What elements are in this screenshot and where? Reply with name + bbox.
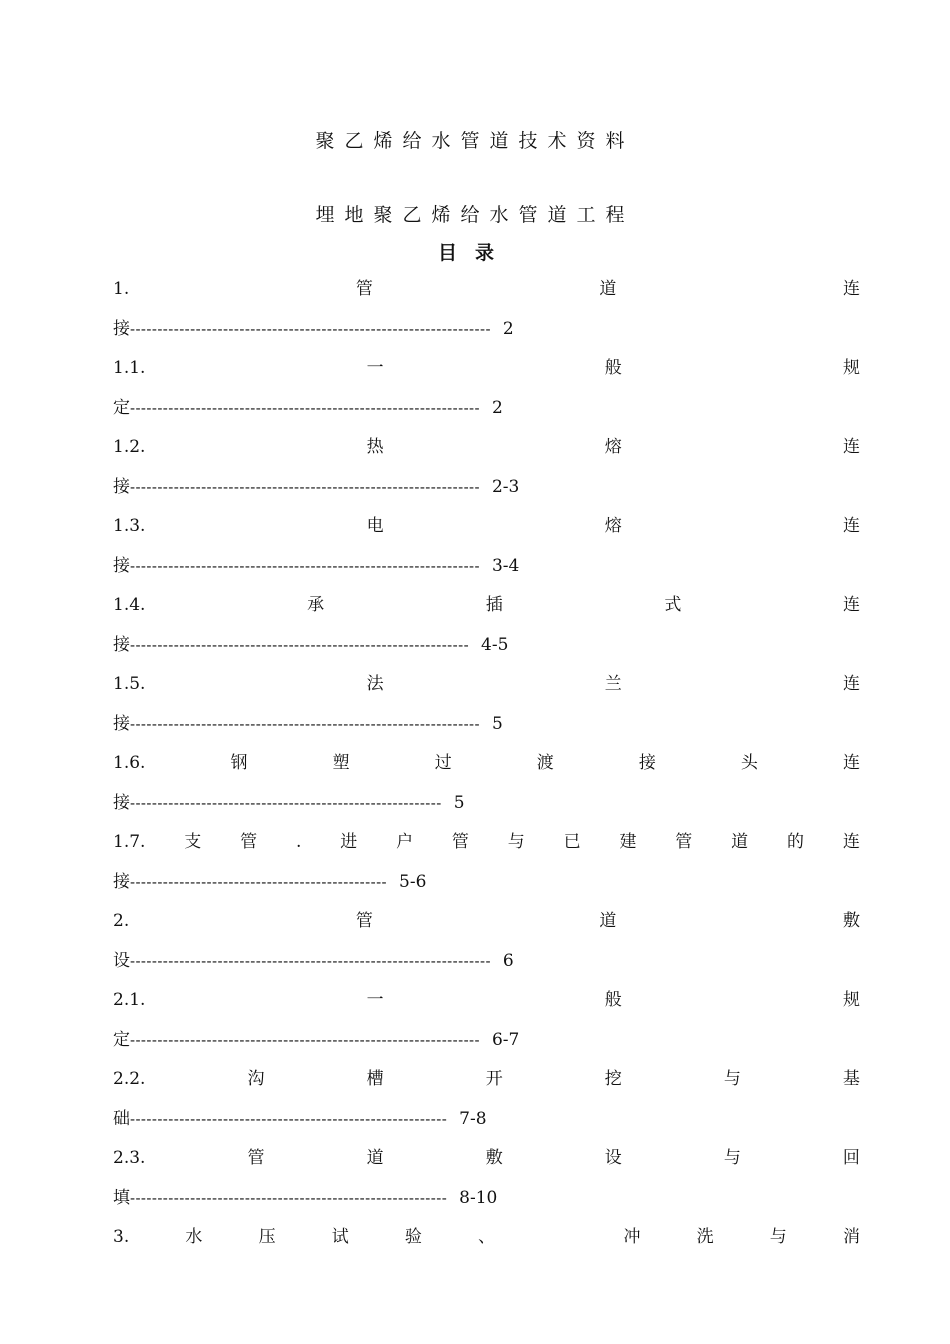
toc-lead-char: 接 [113,319,130,339]
toc-entry-leader [113,1106,860,1132]
toc-lead-char: 定 [113,1030,130,1050]
toc-lead-char: 接 [113,477,130,497]
toc-entry-leader [113,1027,860,1053]
toc-token: 连 [842,516,860,536]
toc-token: 验 [404,1227,422,1247]
toc-token: 管 [451,832,469,852]
toc-entry-heading [113,434,860,460]
toc-token: 连 [842,595,860,615]
toc-token: 沟 [247,1069,265,1089]
toc-token: 基 [842,1069,860,1089]
toc-lead-char: 础 [113,1109,130,1129]
toc-entry-heading [113,1224,860,1250]
toc-entry-heading [113,1066,860,1092]
toc-entry-leader [113,316,860,342]
toc-token: 管 [240,832,258,852]
toc-token: 管 [355,279,373,299]
document-title: 聚乙烯给水管道技术资料 [315,130,635,152]
toc-token: 槽 [366,1069,384,1089]
toc-token: 式 [664,595,682,615]
toc-page-number[interactable]: 3-4 [491,556,520,576]
toc-token: 敷 [842,911,860,931]
toc-token: 1.7. [113,832,146,852]
toc-page-number[interactable]: 2 [502,319,514,339]
toc-entry-leader [113,395,860,421]
toc-token: 规 [842,990,860,1010]
toc-dash-leader: ---------------------------------------------------------------- [130,715,480,733]
toc-lead-char: 接 [113,714,130,734]
toc-dash-leader: ------------------------------------------------------------------ [130,320,491,338]
toc-token: 1.1. [113,358,146,378]
toc-token: 与 [723,1069,741,1089]
toc-token: 1.6. [113,753,146,773]
toc-token: 进 [340,832,358,852]
toc-token: 的 [786,832,804,852]
toc-token: 连 [842,437,860,457]
toc-page-number[interactable]: 8-10 [459,1188,498,1208]
toc-token: 户 [396,832,414,852]
toc-lead-char: 接 [113,635,130,655]
toc-token: 电 [366,516,384,536]
toc-entry-heading [113,829,860,855]
toc-entry-leader [113,632,860,658]
toc-token: 热 [366,437,384,457]
toc-token: 支 [184,832,202,852]
toc-token: 1. [113,279,130,299]
toc-token: 熔 [604,437,622,457]
toc-entry-heading [113,276,860,302]
toc-token: 与 [723,1148,741,1168]
toc-token: 与 [507,832,525,852]
toc-token: 过 [434,753,452,773]
toc-token [551,1224,567,1250]
toc-token: 冲 [623,1227,641,1247]
toc-entry-leader [113,1185,860,1211]
toc-lead-char: 接 [113,556,130,576]
toc-dash-leader: ---------------------------------------------------------- [130,1110,448,1128]
toc-entry-leader [113,711,860,737]
toc-token: 1.5. [113,674,146,694]
toc-token: 3. [113,1227,130,1247]
toc-token: 与 [769,1227,787,1247]
toc-page-number[interactable]: 5 [453,793,465,813]
toc-token: 一 [366,358,384,378]
toc-dash-leader: ---------------------------------------------------------------- [130,478,480,496]
toc-entry-leader [113,553,860,579]
toc-token: 熔 [604,516,622,536]
document-subtitle: 埋地聚乙烯给水管道工程 [315,204,635,226]
toc-dash-leader: -------------------------------------------------------------- [130,636,470,654]
toc-dash-leader: ----------------------------------------------- [130,873,388,891]
toc-token: 连 [843,753,860,773]
toc-token: 1.4. [113,595,146,615]
toc-token: 回 [842,1148,860,1168]
toc-token: 道 [366,1148,384,1168]
toc-dash-leader: ---------------------------------------------------------------- [130,1031,480,1049]
toc-lead-char: 接 [113,872,130,892]
toc-token: 2.2. [113,1069,146,1089]
toc-token: 水 [185,1227,203,1247]
toc-token: 试 [331,1227,349,1247]
toc-entry-leader [113,948,860,974]
toc-entry-heading [113,355,860,381]
toc-token: 道 [731,832,749,852]
toc-token: 2.1. [113,990,146,1010]
toc-entry-leader [113,790,860,816]
toc-token: 开 [485,1069,503,1089]
toc-token: 建 [619,832,637,852]
toc-token: 2. [113,911,130,931]
toc-token: 兰 [604,674,622,694]
toc-lead-char: 设 [113,951,130,971]
toc-entry-heading [113,1145,860,1171]
toc-token: 已 [563,832,581,852]
toc-dash-leader: --------------------------------------------------------- [130,794,442,812]
toc-token: 、 [478,1227,496,1247]
toc-token: 设 [604,1148,622,1168]
toc-token: 般 [604,358,622,378]
toc-token: 消 [842,1227,860,1247]
toc-token: . [295,832,302,852]
toc-token: 头 [740,753,758,773]
toc-token: 接 [638,753,656,773]
toc-dash-leader: ------------------------------------------------------------------ [130,952,491,970]
toc-page-number[interactable]: 6 [502,951,514,971]
toc-entry-heading [113,513,860,539]
toc-page-number[interactable]: 2-3 [491,477,520,497]
toc-page-number[interactable]: 4-5 [481,635,509,655]
toc-token: 洗 [696,1227,714,1247]
toc-token: 渡 [536,753,554,773]
toc-entry-heading [113,592,860,618]
toc-entry-heading [113,908,860,934]
toc-token: 1.2. [113,437,146,457]
toc-token: 管 [355,911,373,931]
toc-token: 管 [675,832,693,852]
toc-page-number[interactable]: 5 [491,714,503,734]
toc-token: 规 [842,358,860,378]
toc-token: 挖 [604,1069,622,1089]
toc-dash-leader: ---------------------------------------------------------- [130,1189,448,1207]
toc-entry-heading [113,987,860,1013]
toc-entry-heading [113,671,860,697]
toc-token: 连 [842,674,860,694]
toc-entry-leader [113,869,860,895]
toc-token: 道 [599,911,617,931]
toc-token: 管 [247,1148,265,1168]
toc-token: 连 [842,832,860,852]
toc-token: 1.3. [113,516,146,536]
toc-page-number[interactable]: 5-6 [399,872,427,892]
toc-token: 塑 [332,753,350,773]
toc-token: 承 [307,595,325,615]
toc-token: 一 [366,990,384,1010]
toc-token: 压 [258,1227,276,1247]
toc-heading: 目录 [437,242,512,264]
toc-token: 敷 [485,1148,503,1168]
toc-token: 钢 [230,753,248,773]
toc-lead-char: 填 [113,1188,130,1208]
toc-token: 般 [604,990,622,1010]
toc-dash-leader: ---------------------------------------------------------------- [130,557,480,575]
toc-entry-heading [113,750,860,776]
toc-lead-char: 接 [113,793,130,813]
toc-token: 连 [842,279,860,299]
toc-entry-leader [113,474,860,500]
toc-page-number[interactable]: 6-7 [491,1030,520,1050]
toc-page-number[interactable]: 7-8 [459,1109,487,1129]
toc-token: 道 [599,279,617,299]
toc-page-number[interactable]: 2 [491,398,503,418]
toc-dash-leader: ---------------------------------------------------------------- [130,399,480,417]
toc-token: 插 [485,595,503,615]
toc-lead-char: 定 [113,398,130,418]
toc-token: 2.3. [113,1148,146,1168]
toc-token: 法 [366,674,384,694]
